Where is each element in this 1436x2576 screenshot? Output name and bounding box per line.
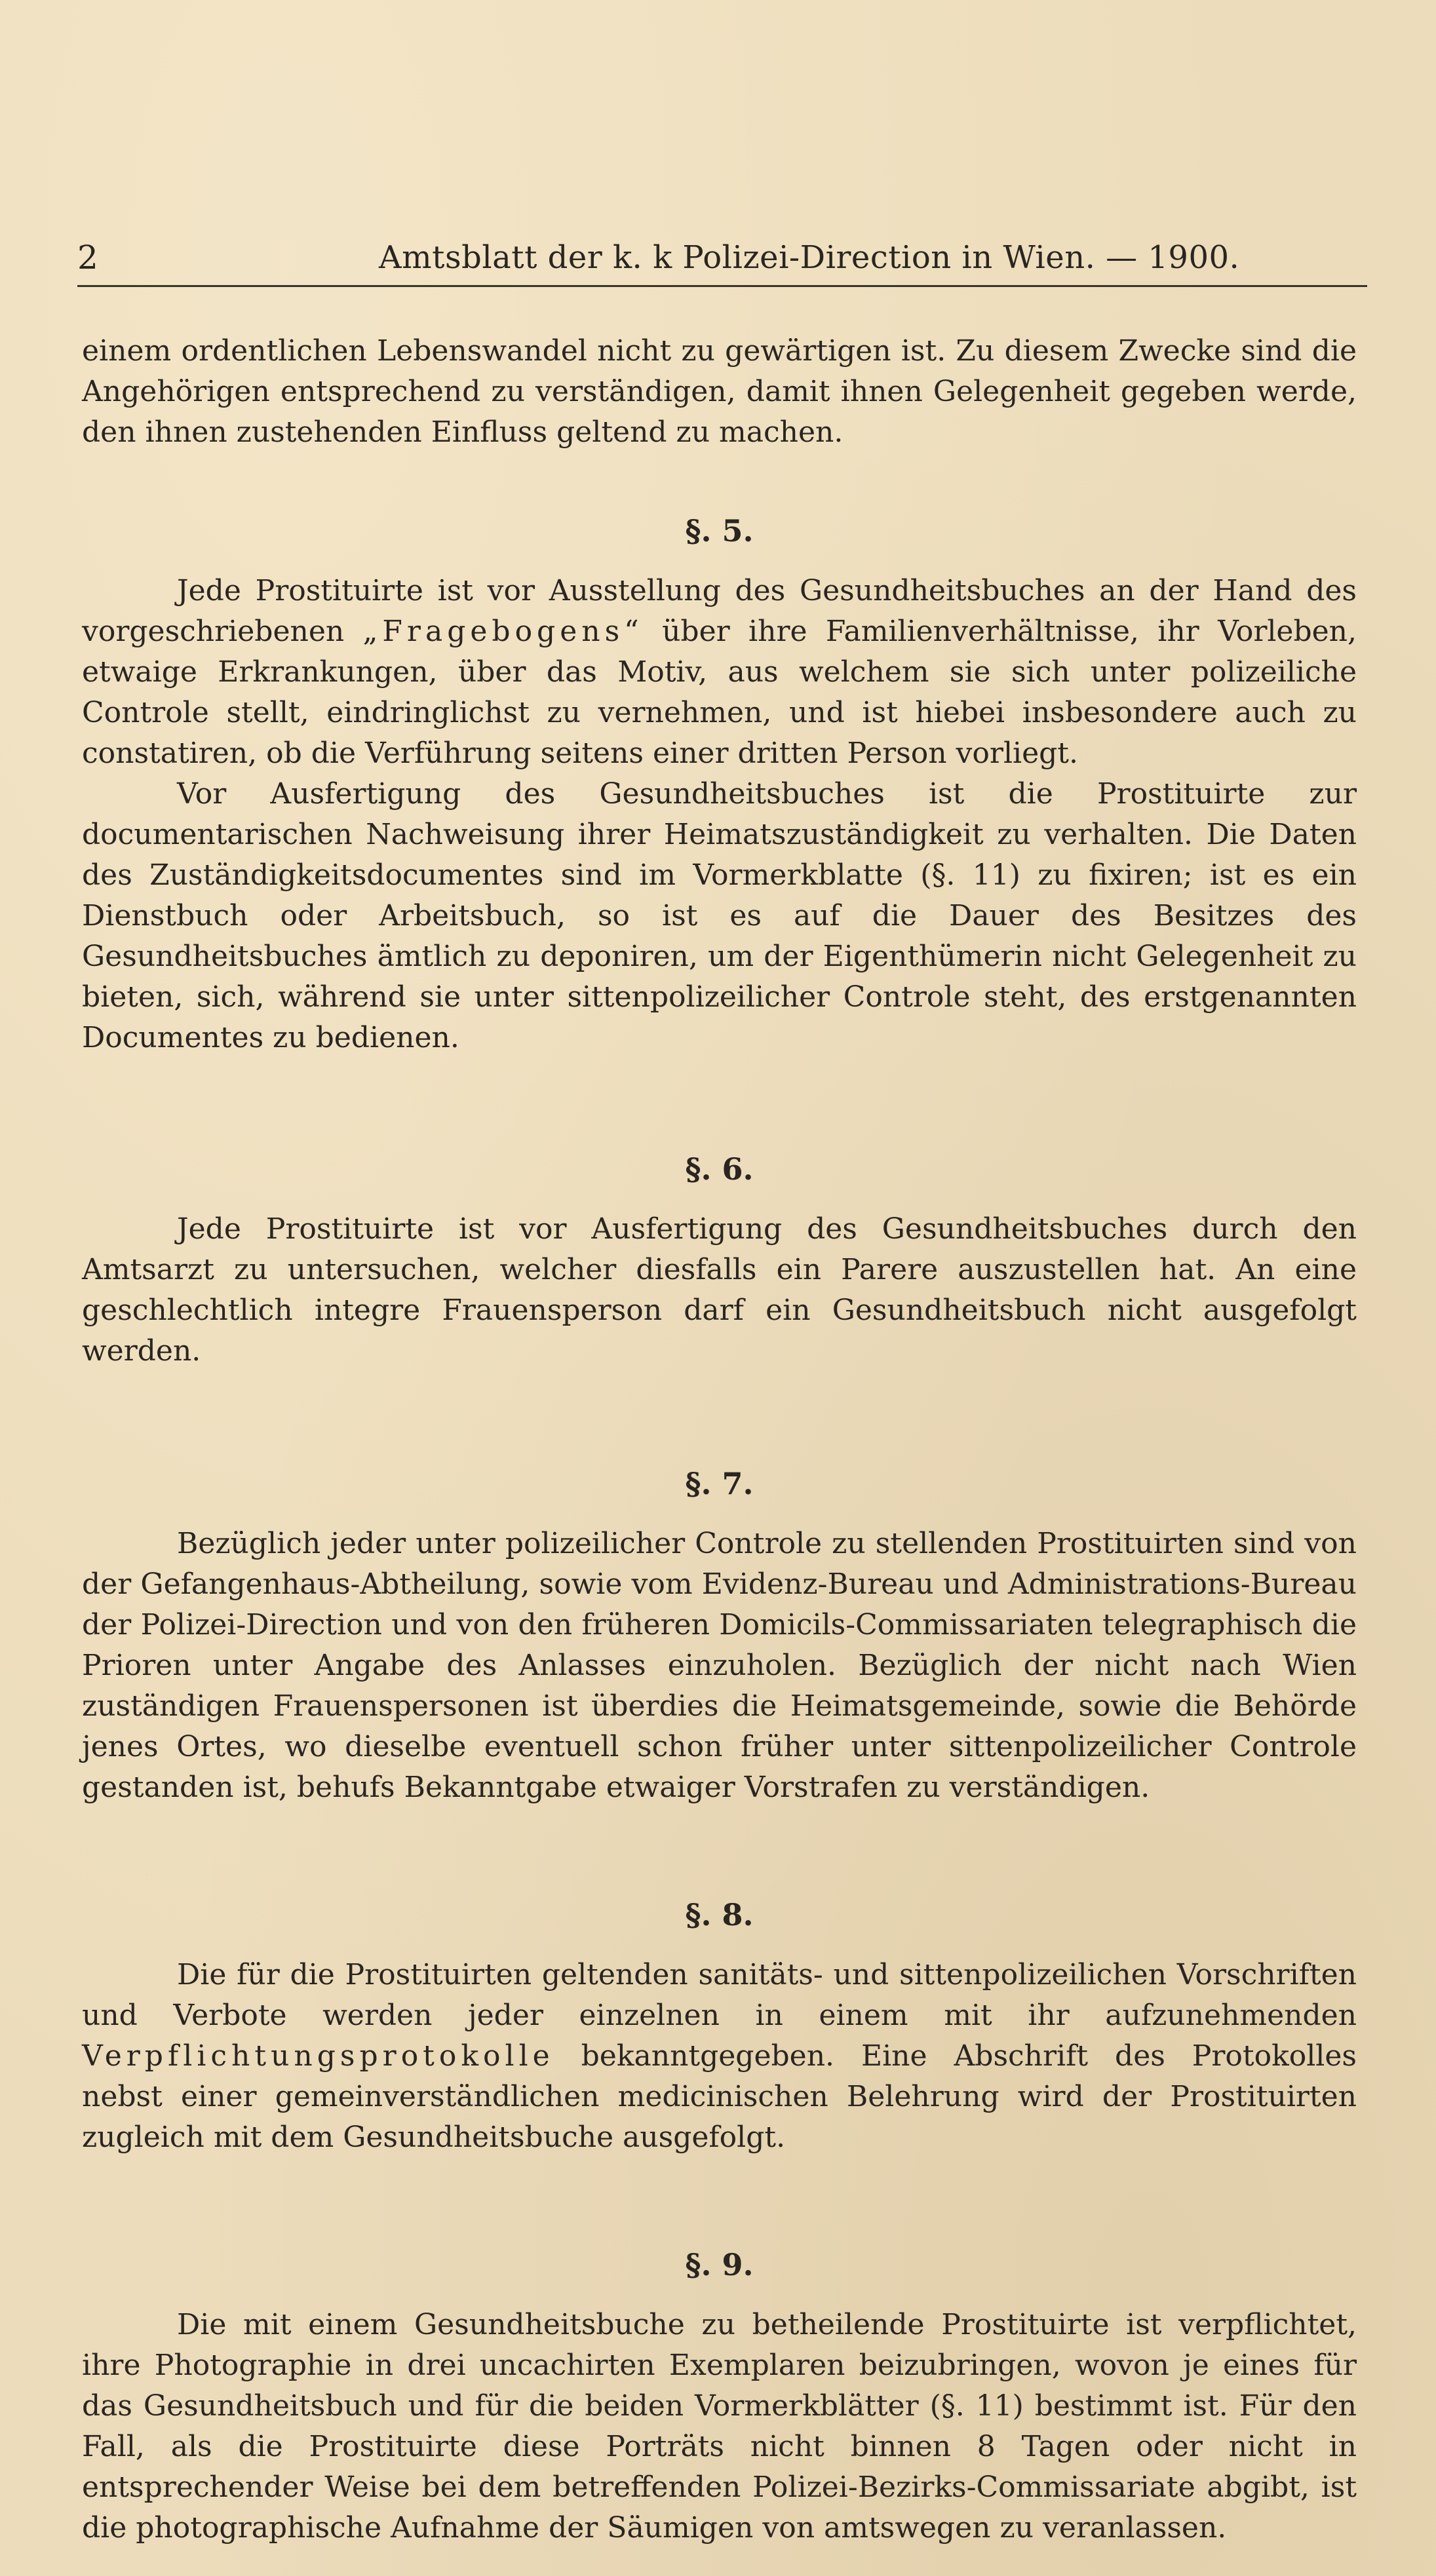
section-heading-5: §. 5. — [685, 513, 754, 548]
section-5-paragraph-1-text-b: über ihre Familienverhältnisse, ihr Vorleben, etwaige Erkrankungen, über das Motiv, aus welchem sie sich unter polizeiliche Controle stellt, eindringlichst zu vernehmen, und ist hiebei insbesondere auch zu constatiren, ob die Verführung seitens einer dritten Person vorliegt. — [82, 615, 1357, 770]
verpflichtungsprotokoll-term: Verpflichtungsprotokolle — [82, 2039, 554, 2073]
section-8-paragraph-1 — [82, 1955, 1357, 2158]
section-heading-7: §. 7. — [685, 1466, 754, 1501]
section-heading-8: §. 8. — [685, 1897, 754, 1932]
running-header — [77, 233, 1367, 287]
body-text — [82, 331, 1357, 2548]
section-heading-6: §. 6. — [685, 1151, 754, 1187]
section-8-paragraph-1-text-b: bekanntgegeben. Eine Abschrift des Protokolles nebst einer gemeinverständlichen medicinischen Belehrung wird der Prostituirten zugleich mit dem Gesundheitsbuche ausgefolgt. — [82, 2039, 1357, 2154]
section-5-paragraph-2: Vor Ausfertigung des Gesundheitsbuches ist die Prostituirte zur documentarischen Nachweisung ihrer Heimatszuständigkeit zu verhalten. Die Daten des Zuständigkeitsdocumentes sind im Vormerkblatte (§. 11) zu fixiren; ist es ein Dienstbuch oder Arbeitsbuch, so ist es auf die Dauer des Besitzes des Gesundheitsbuches ämtlich zu deponiren, um der Eigenthümerin nicht Gelegenheit zu bieten, sich, während sie unter sittenpolizeilicher Controle steht, des erstgenannten Documentes zu bedienen. — [82, 777, 1357, 1054]
fragebogen-term: „Fragebogens“ — [362, 615, 644, 648]
section-8-paragraph-1-text-a: Die für die Prostituirten geltenden sanitäts- und sittenpolizeilichen Vorschriften und Verbote werden jeder einzelnen in einem mit ihr aufzunehmenden — [82, 1958, 1357, 2032]
section-5-paragraph-1-text-a: Jede Prostituirte ist vor Ausstellung des Gesundheitsbuches an der Hand des vorgeschriebenen — [82, 574, 1357, 648]
intro-paragraph: einem ordentlichen Lebenswandel nicht zu gewärtigen ist. Zu diesem Zwecke sind die Angehörigen entsprechend zu verständigen, damit ihnen Gelegenheit gegeben werde, den ihnen zustehenden Einfluss geltend zu machen. — [82, 334, 1357, 449]
page-number: 2 — [77, 239, 98, 277]
header-title: Amtsblatt der k. k Polizei-Direction in Wien. — 1900. — [379, 239, 1240, 276]
section-5-paragraph-1 — [82, 571, 1357, 774]
section-6-paragraph-1: Jede Prostituirte ist vor Ausfertigung des Gesundheitsbuches durch den Amtsarzt zu untersuchen, welcher diesfalls ein Parere auszustellen hat. An eine geschlechtlich integre Frauensperson darf ein Gesundheitsbuch nicht ausgefolgt werden. — [82, 1212, 1357, 1368]
section-7-paragraph-1: Bezüglich jeder unter polizeilicher Controle zu stellenden Prostituirten sind von der Gefangenhaus-Abtheilung, sowie vom Evidenz-Bureau und Administrations-Bureau der Polizei-Direction und von den früheren Domicils-Commissariaten telegraphisch die Prioren unter Angabe des Anlasses einzuholen. Bezüglich der nicht nach Wien zuständigen Frauenspersonen ist überdies die Heimatsgemeinde, sowie die Behörde jenes Ortes, wo dieselbe eventuell schon früher unter sittenpolizeilicher Controle gestanden ist, behufs Bekanntgabe etwaiger Vorstrafen zu verständigen. — [82, 1527, 1357, 1804]
section-heading-9: §. 9. — [685, 2247, 754, 2282]
section-9-paragraph-1: Die mit einem Gesundheitsbuche zu betheilende Prostituirte ist verpflichtet, ihre Photographie in drei uncachirten Exemplaren beizubringen, wovon je eines für das Gesundheitsbuch und für die beiden Vormerkblätter (§. 11) bestimmt ist. Für den Fall, als die Prostituirte diese Porträts nicht binnen 8 Tagen oder nicht in entsprechender Weise bei dem betreffenden Polizei-Bezirks-Commissariate abgibt, ist die photographische Aufnahme der Säumigen von amtswegen zu veranlassen. — [82, 2308, 1357, 2545]
